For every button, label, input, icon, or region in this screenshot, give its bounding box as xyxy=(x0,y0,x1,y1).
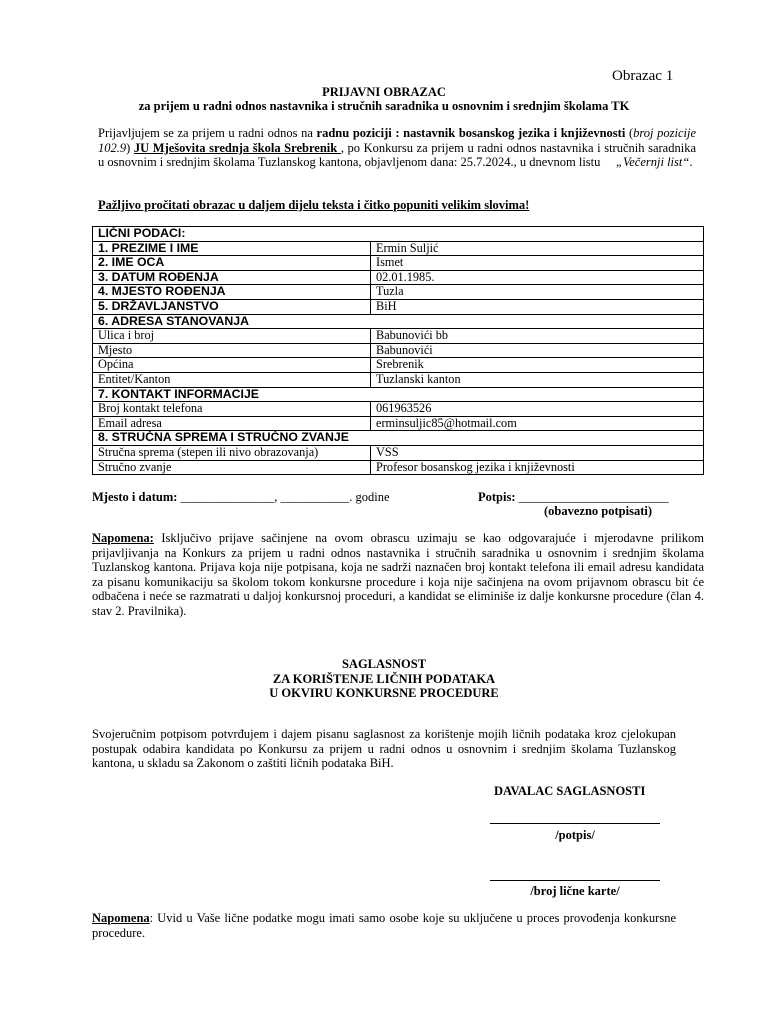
consent-text: Svojeručnim potpisom potvrđujem i dajem pisanu saglasnost za korištenje mojih ličnih podataka kroz cjelokupan postupak odabira kandidata po Konkursu za prijem u radni odnos u osnovnim i srednjim školama Tuzlanskog kantona, u skladu sa Zakonom o zaštiti ličnih podataka BiH. xyxy=(92,727,676,771)
privacy-note-text: : Uvid u Vaše lične podatke mogu imati samo osobe koje su uključene u proces provođenja konkursne procedure. xyxy=(92,911,676,940)
id-card-number-caption: /broj lične karte/ xyxy=(530,884,620,898)
birth-date-label: 3. DATUM ROĐENJA xyxy=(93,270,371,285)
qualification-heading: 8. STRUČNA SPREMA I STRUČNO ZVANJE xyxy=(93,431,704,446)
birth-place-label: 4. MJESTO ROĐENJA xyxy=(93,285,371,300)
professional-title-label: Stručno zvanje xyxy=(93,460,371,475)
surname-name-label: 1. PREZIME I IME xyxy=(93,241,371,256)
email-label: Email adresa xyxy=(93,416,371,431)
fill-instruction: Pažljivo pročitati obrazac u daljem dijelu teksta i čitko popuniti velikim slovima! xyxy=(98,198,530,212)
privacy-note xyxy=(92,911,676,940)
degree-value: VSS xyxy=(371,445,704,460)
municipality-label: Općina xyxy=(93,358,371,373)
position-name: radnu poziciji : nastavnik bosanskog jezika i književnosti xyxy=(316,126,626,140)
intro-text-2: ( xyxy=(625,126,634,140)
form-subtitle: za prijem u radni odnos nastavnika i stručnih saradnika u osnovnim i srednjim školama TK xyxy=(138,99,630,113)
intro-text-5: . xyxy=(689,155,693,170)
contact-heading: 7. KONTAKT INFORMACIJE xyxy=(93,387,704,402)
citizenship-value: BiH xyxy=(371,299,704,314)
consent-title-2: ZA KORIŠTENJE LIČNIH PODATAKA xyxy=(272,671,496,686)
street-label: Ulica i broj xyxy=(93,329,371,344)
form-number-label: Obrazac 1 xyxy=(612,68,674,84)
degree-label: Stručna sprema (stepen ili nivo obrazovanja) xyxy=(93,445,371,460)
consent-title-1: SAGLASNOST xyxy=(341,657,427,671)
professional-title-value: Profesor bosanskog jezika i književnosti xyxy=(371,460,704,475)
address-heading: 6. ADRESA STANOVANJA xyxy=(93,314,704,329)
consent-giver-label: DAVALAC SAGLASNOSTI xyxy=(494,784,646,798)
municipality-value: Srebrenik xyxy=(371,358,704,373)
surname-name-value: Ermin Suljić xyxy=(371,241,704,256)
entity-canton-value: Tuzlanski kanton xyxy=(371,372,704,387)
consent-signature-line xyxy=(490,823,660,824)
citizenship-label: 5. DRŽAVLJANSTVO xyxy=(93,299,371,314)
intro-text-3: ) xyxy=(126,140,134,155)
note-text: Isključivo prijave sačinjene na ovom obrascu uzimaju se kao odgovarajuće i mjerodavne prilikom prijavljivanja na Konkurs za prijem u radni odnos nastavnika i stručnih saradnika u osnovnim i srednjim školama Tuzlanskog kantona. Prijava koja nije potpisana, koja ne sadrži naznačen broj kontakt telefona ili email adresu kandidata za pisanu komunikaciju sa školom tokom konkursne procedure i koja nije sačinjena na ovom prijavnom obrascu bit će odbačena i neće se razmatrati u daljoj konkursnoj proceduri, a kandidat se eliminiše iz dalje konkursne procedure (član 4. stav 2. Pravilnika). xyxy=(92,531,704,618)
email-value: erminsuljic85@hotmail.com xyxy=(371,416,704,431)
school-name: JU Mješovita srednja škola Srebrenik xyxy=(133,140,341,155)
street-value: Babunovići bb xyxy=(371,329,704,344)
newspaper-name: „Večernji list“ xyxy=(616,155,690,170)
father-name-value: Ismet xyxy=(371,256,704,271)
personal-data-heading: LIČNI PODACI: xyxy=(93,227,704,242)
entity-canton-label: Entitet/Kanton xyxy=(93,372,371,387)
application-note xyxy=(92,531,704,619)
phone-label: Broj kontakt telefona xyxy=(93,402,371,417)
application-intro-paragraph xyxy=(98,126,696,170)
place-date-field xyxy=(92,490,390,505)
signature-label: Potpis: xyxy=(478,490,516,504)
position-reference: broj pozicije 102.9 xyxy=(98,126,696,155)
personal-data-table xyxy=(92,226,704,475)
intro-text-1: Prijavljujem se za prijem u radni odnos na xyxy=(98,126,317,140)
consent-signature-caption: /potpis/ xyxy=(555,828,595,842)
consent-title-block xyxy=(92,657,676,701)
phone-value: 061963526 xyxy=(371,402,704,417)
form-title-block xyxy=(60,85,708,113)
place-date-label: Mjesto i datum: xyxy=(92,490,178,504)
place-label: Mjesto xyxy=(93,343,371,358)
consent-title-3: U OKVIRU KONKURSNE PROCEDURE xyxy=(269,686,499,701)
place-value: Babunovići xyxy=(371,343,704,358)
id-card-number-line xyxy=(490,880,660,881)
signature-blank: ________________________ xyxy=(515,490,669,504)
intro-text-4: , po Konkursu za prijem u radni odnos nastavnika i stručnih saradnika u osnovnim i srednjim školama Tuzlanskog kantona, objavljenom dana: 25.7.2024., u dnevnom listu xyxy=(98,140,696,170)
privacy-note-label: Napomena xyxy=(92,911,150,925)
place-date-blank: _______________, ___________. godine xyxy=(177,490,390,504)
signature-required-note: (obavezno potpisati) xyxy=(544,504,652,518)
note-label: Napomena: xyxy=(92,531,154,545)
birth-date-value: 02.01.1985. xyxy=(371,270,704,285)
form-title: PRIJAVNI OBRAZAC xyxy=(322,85,446,99)
birth-place-value: Tuzla xyxy=(371,285,704,300)
signature-field xyxy=(478,490,669,505)
father-name-label: 2. IME OCA xyxy=(93,256,371,271)
